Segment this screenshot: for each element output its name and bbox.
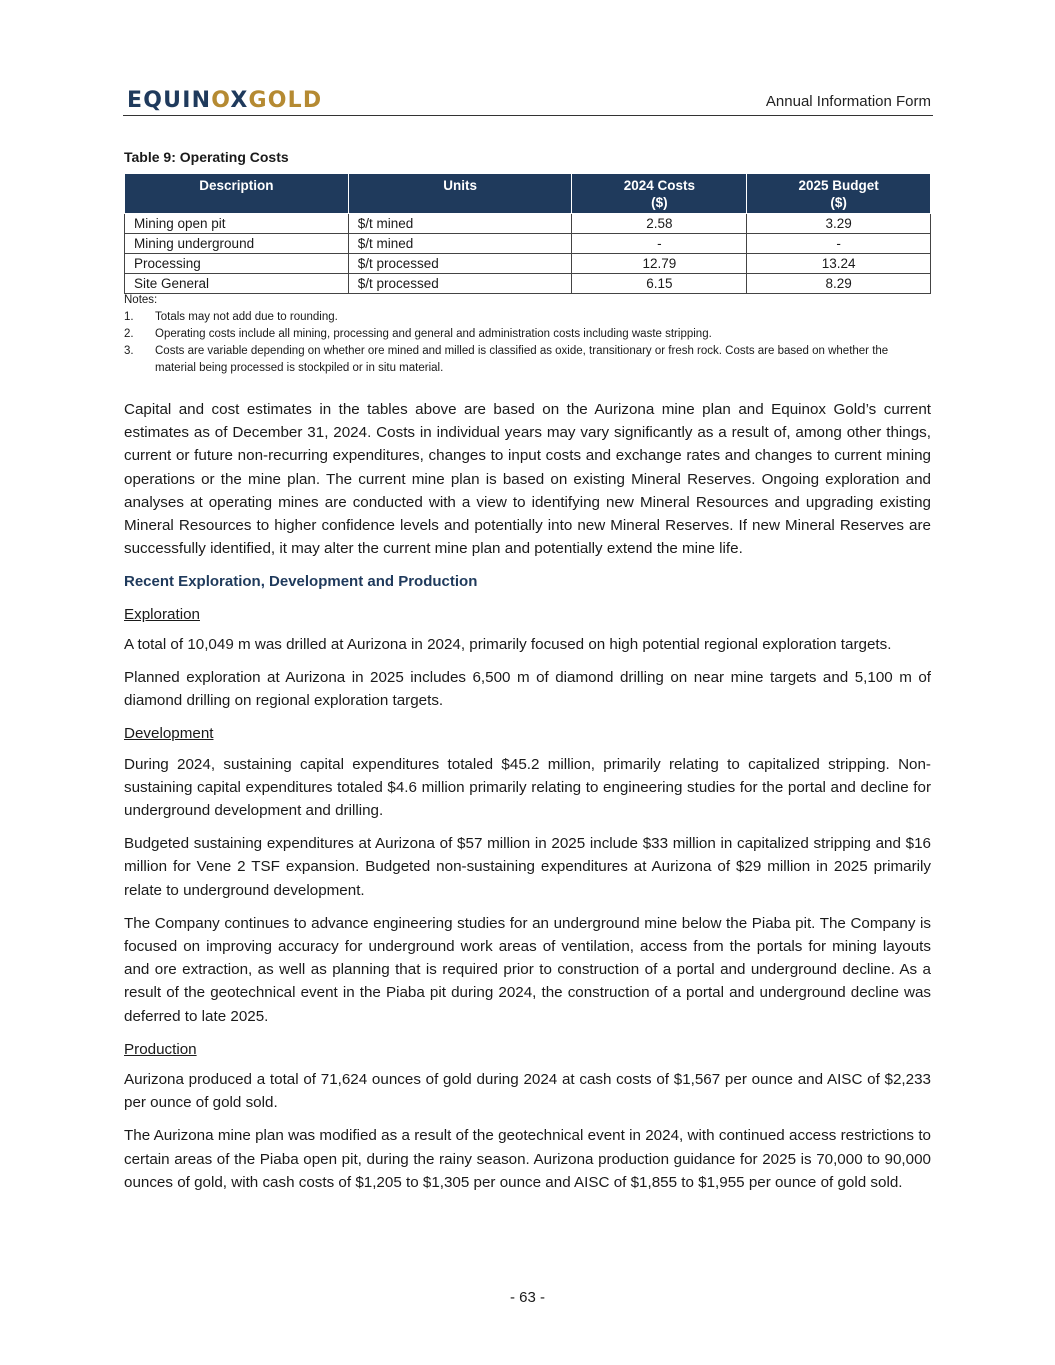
production-paragraph: The Aurizona mine plan was modified as a result of the geotechnical event in 2024, with continued access restrictions to certain areas of the Piaba open pit, during the rainy season. Aurizona production guidance for 2025 is 70,000 to 90,000 ounces of gold, with cash costs of $1,205 to $1,305 per ounce and AISC of $1,855 to $1,955 per ounce of gold sold. xyxy=(124,1127,931,1191)
development-heading: Development xyxy=(124,725,214,743)
exploration-paragraph: Planned exploration at Aurizona in 2025 includes 6,500 m of diamond drilling on near mine targets and 5,100 m of diamond drilling on regional exploration targets. xyxy=(124,669,931,710)
notes-label: Notes: xyxy=(124,294,158,306)
cell-2025: 8.29 xyxy=(747,274,931,294)
cell-2024: 6.15 xyxy=(572,274,747,294)
page-header xyxy=(123,88,933,116)
cell-2024: 12.79 xyxy=(572,254,747,274)
section-heading: Recent Exploration, Development and Production xyxy=(124,573,478,591)
header-units: Units xyxy=(348,174,572,214)
table-row xyxy=(125,254,931,274)
cell-2025: 13.24 xyxy=(747,254,931,274)
intro-paragraph: Capital and cost estimates in the tables above are based on the Aurizona mine plan and Equinox Gold’s current estimates as of December 31, 2024. Costs in individual years may vary significantly as a result of, among other things, current or future non-recurring expenditures, changes to input costs and exchange rates and changes to current mining operations or the mine plan. The current mine plan is based on existing Mineral Reserves. Ongoing exploration and analyses at operating mines are conducted with a view to identifying new Mineral Resources and upgrading existing Mineral Resources to higher confidence levels and potentially into new Mineral Reserves. If new Mineral Reserves are successfully identified, it may alter the current mine plan and potentially extend the mine life. xyxy=(124,401,931,558)
header-2024-costs: 2024 Costs ($) xyxy=(572,174,747,214)
table-row xyxy=(125,234,931,254)
table-row xyxy=(125,274,931,294)
cell-units: $/t mined xyxy=(348,214,572,234)
page-number: - 63 - xyxy=(509,1289,545,1306)
exploration-heading: Exploration xyxy=(124,605,200,623)
development-paragraph: The Company continues to advance engineering studies for an underground mine below the Piaba pit. The Company is focused on improving accuracy for underground work areas of ventilation, access from the portals for mining layouts and ore extraction, as well as planning that is required prior to construction of a portal and underground decline. As a result of the geotechnical event in the Piaba pit during 2024, the construction of a portal and underground decline was deferred to late 2025. xyxy=(124,914,931,1025)
production-heading: Production xyxy=(124,1040,197,1058)
equinox-gold-logo: EQUINOXGOLD xyxy=(127,88,323,113)
production-paragraph: Aurizona produced a total of 71,624 ounces of gold during 2024 at cash costs of $1,567 per ounce and AISC of $2,233 per ounce of gold sold. xyxy=(124,1071,931,1112)
cell-2025: 3.29 xyxy=(747,214,931,234)
development-paragraph: During 2024, sustaining capital expenditures totaled $45.2 million, primarily relating to capitalized stripping. Non-sustaining capital expenditures totaled $4.6 million primarily relating to engineering studies for the portal and decline for underground development and drilling. xyxy=(124,755,931,820)
cell-description: Site General xyxy=(125,274,349,294)
note-item: 3. Costs are variable depending on whether ore mined and milled is classified as oxide, transitionary or fresh rock. Costs are based on whether the material being processed is stockpiled or in situ material. xyxy=(124,345,889,374)
exploration-paragraph: A total of 10,049 m was drilled at Aurizona in 2024, primarily focused on high potential regional exploration targets. xyxy=(124,635,892,653)
table-row xyxy=(125,214,931,234)
cell-description: Processing xyxy=(125,254,349,274)
table-header-row xyxy=(125,174,931,214)
operating-costs-table xyxy=(124,173,931,294)
development-paragraph: Budgeted sustaining expenditures at Aurizona of $57 million in 2025 include $33 million in capitalized stripping and $16 million for Vene 2 TSF expansion. Budgeted non-sustaining expenditures at Aurizona of $29 million in 2025 primarily relate to underground development. xyxy=(124,835,931,899)
header-description: Description xyxy=(125,174,349,214)
body-text xyxy=(124,398,931,1204)
cell-description: Mining underground xyxy=(125,234,349,254)
table-title: Table 9: Operating Costs xyxy=(124,149,289,165)
cell-2024: 2.58 xyxy=(572,214,747,234)
document-title: Annual Information Form xyxy=(765,93,931,110)
cell-2024: - xyxy=(572,234,747,254)
cell-description: Mining open pit xyxy=(125,214,349,234)
cell-2025: - xyxy=(747,234,931,254)
note-item: 2. Operating costs include all mining, processing and general and administration costs including waste stripping. xyxy=(124,328,712,340)
cell-units: $/t mined xyxy=(348,234,572,254)
header-2025-budget: 2025 Budget ($) xyxy=(747,174,931,214)
cell-units: $/t processed xyxy=(348,254,572,274)
table-notes xyxy=(124,292,924,377)
note-item: 1. Totals may not add due to rounding. xyxy=(124,311,338,323)
cell-units: $/t processed xyxy=(348,274,572,294)
